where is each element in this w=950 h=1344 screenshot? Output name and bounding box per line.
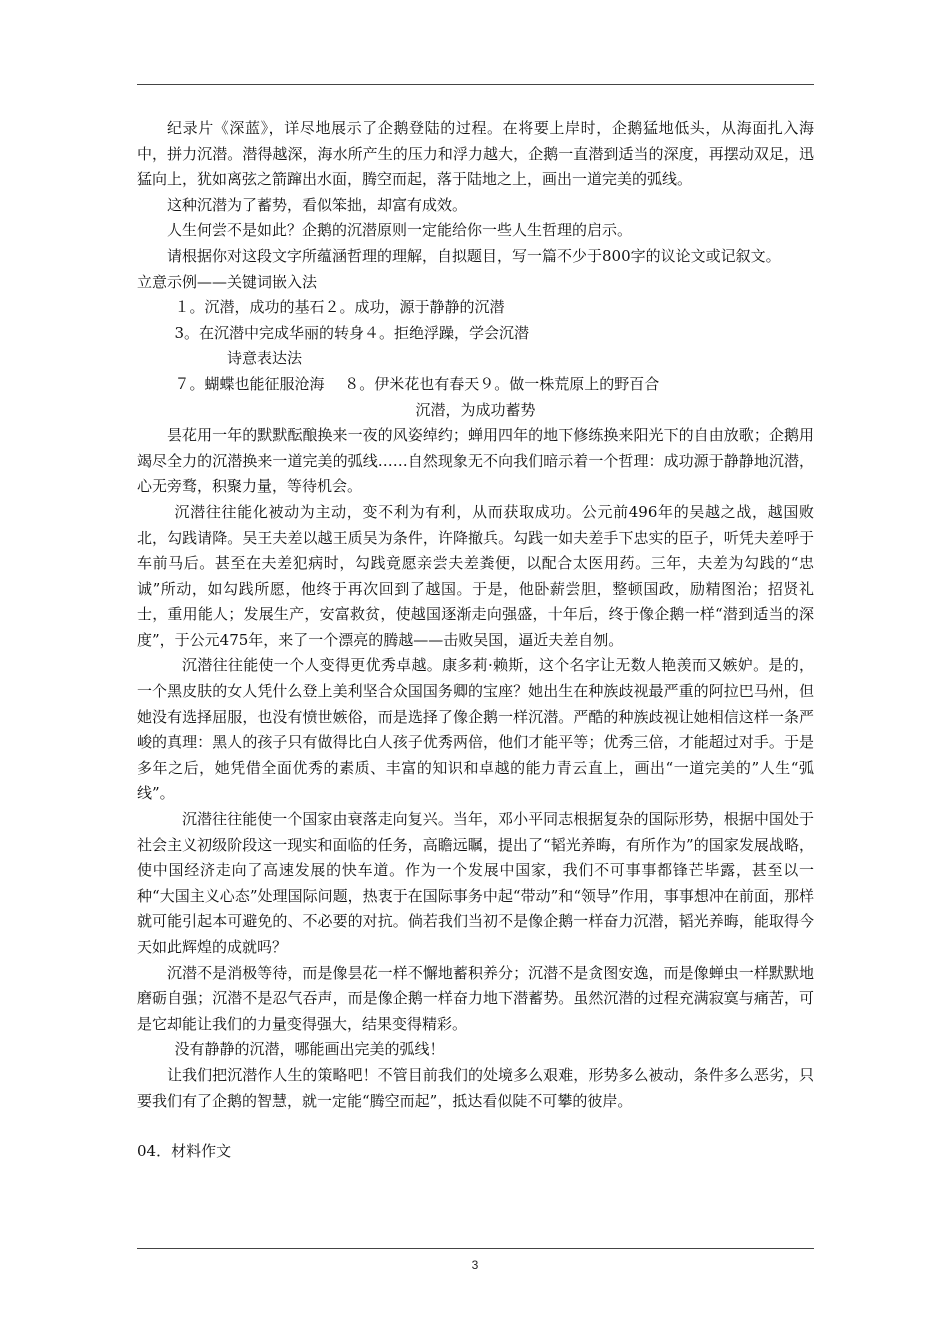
next-section-heading: 04．材料作文 (137, 1142, 232, 1161)
essay-paragraph-6: 没有静静的沉潜，哪能画出完美的弧线！ (174, 1040, 445, 1059)
example-titles-3: ７。蝴蝶也能征服沧海 ８。伊米花也有春天９。做一株荒原上的野百合 (174, 374, 660, 393)
prompt-instruction: 请根据你对这段文字所蕴涵哲理的理解，自拟题目，写一篇不少于800字的议论文或记叙文。 (167, 246, 781, 265)
essay-paragraph-7: 让我们把沉潜作人生的策略吧！不管目前我们的处境多么艰难，形势多么被动，条件多么恶劣，只要我们有了企鹅的智慧，就一定能“腾空而起”，抵达看似陡不可攀的彼岸。 (137, 1065, 814, 1110)
essay-paragraph-3: 沉潜往往能使一个人变得更优秀卓越。康多莉·赖斯，这个名字让无数人艳羡而又嫉妒。是的，一个黑皮肤的女人凭什么登上美利坚合众国国务卿的宝座？她出生在种族歧视最严重的阿拉巴马州，但她没有选择屈服，也没有愤世嫉俗，而是选择了像企鹅一样沉潜。严酷的种族歧视让她相信这样一条严峻的真理：黑人的孩子只有做得比白人孩子优秀两倍，他们才能平等；优秀三倍，才能超过对手。于是多年之后，她凭借全面优秀的素质、丰富的知识和卓越的能力青云直上，画出“一道完美的”人生“弧线”。 (137, 656, 814, 803)
example-titles-2: 3。在沉潜中完成华丽的转身４。拒绝浮躁，学会沉潜 (174, 323, 530, 342)
section-heading-poetic-method: 诗意表达法 (227, 349, 303, 368)
example-titles-1: １。沉潜，成功的基石２。成功，源于静静的沉潜 (174, 298, 505, 317)
footer-rule (137, 1248, 814, 1249)
essay-paragraph-1: 昙花用一年的默默酝酿换来一夜的风姿绰约；蝉用四年的地下修练换来阳光下的自由放歌；企鹅用竭尽全力的沉潜换来一道完美的弧线……自然现象无不向我们暗示着一个哲理：成功源于静静地沉潜，心无旁骛，积聚力量，等待机会。 (137, 426, 814, 496)
essay-title: 沉潜，为成功蓄势 (415, 400, 536, 419)
prompt-material: 纪录片《深蓝》，详尽地展示了企鹅登陆的过程。在将要上岸时，企鹅猛地低头，从海面扎入海中，拼力沉潜。潜得越深，海水所产生的压力和浮力越大，企鹅一直潜到适当的深度，再摆动双足，迅猛向上，犹如离弦之箭蹿出水面，腾空而起，落于陆地之上，画出一道完美的弧线。 (137, 119, 814, 189)
essay-paragraph-2: 沉潜往往能化被动为主动，变不利为有利，从而获取成功。公元前496年的吴越之战，越国败北，勾践请降。吴王夫差以越王质吴为条件，许降撤兵。勾践一如夫差手下忠实的臣子，听凭夫差呼于车前马后。甚至在夫差犯病时，勾践竟愿亲尝夫差粪便，以配合太医用药。三年，夫差为勾践的“忠诚”所动，如勾践所愿，他终于再次回到了越国。于是，他卧薪尝胆，整顿国政，励精图治；招贤礼士，重用能人；发展生产，安富救贫，使越国逐渐走向强盛，十年后，终于像企鹅一样“潜到适当的深度”，于公元475年，来了一个漂亮的腾越——击败吴国，逼近夫差自刎。 (137, 502, 814, 649)
header-rule (137, 84, 814, 85)
spacer (137, 1114, 814, 1139)
essay-paragraph-5: 沉潜不是消极等待，而是像昙花一样不懈地蓄积养分；沉潜不是贪图安逸，而是像蝉虫一样默默地磨砺自强；沉潜不是忍气吞声，而是像企鹅一样奋力地下潜蓄势。虽然沉潜的过程充满寂寞与痛苦，可是它却能让我们的力量变得强大，结果变得精彩。 (137, 963, 814, 1033)
document-body (137, 116, 814, 1165)
prompt-line-3: 人生何尝不是如此？企鹅的沉潜原则一定能给你一些人生哲理的启示。 (167, 221, 633, 240)
prompt-line-2: 这种沉潜为了蓄势，看似笨拙，却富有成效。 (167, 195, 468, 214)
section-heading-keyword-method: 立意示例——关键词嵌入法 (137, 272, 318, 291)
essay-paragraph-4: 沉潜往往能使一个国家由衰落走向复兴。当年，邓小平同志根据复杂的国际形势，根据中国处于社会主义初级阶段这一现实和面临的任务，高瞻远瞩，提出了“韬光养晦，有所作为”的国家发展战略，使中国经济走向了高速发展的快车道。作为一个发展中国家，我们不可事事都锋芒毕露，甚至以一种“大国主义心态”处理国际问题，热衷于在国际事务中起“带动”和“领导”作用，事事想冲在前面，那样就可能引起本可避免的、不必要的对抗。倘若我们当初不是像企鹅一样奋力沉潜，韬光养晦，能取得今天如此辉煌的成就吗？ (137, 810, 814, 956)
page-number: 3 (471, 1258, 479, 1272)
